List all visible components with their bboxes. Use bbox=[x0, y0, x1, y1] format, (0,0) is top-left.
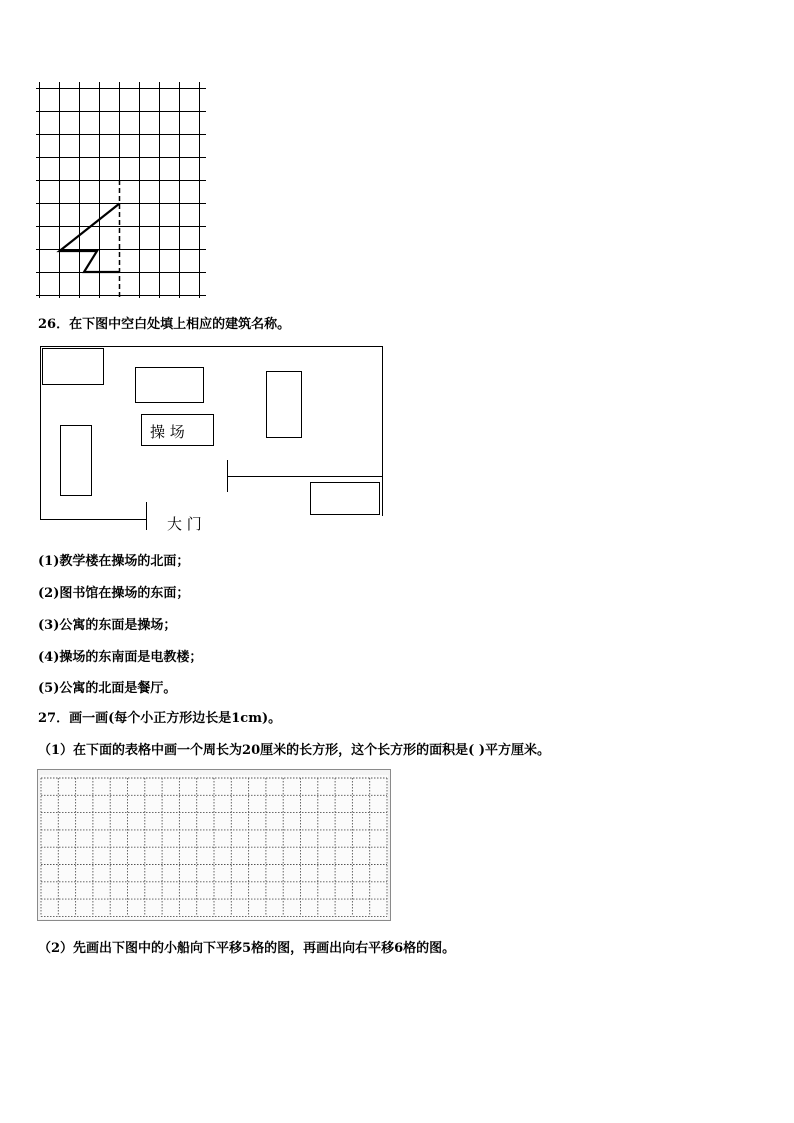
building-box-east bbox=[267, 372, 302, 438]
statement-4: (4)操场的东南面是电教楼； bbox=[38, 650, 203, 665]
question-27-prompt: 27．画一画(每个小正方形边长是1cm)。 bbox=[38, 711, 282, 726]
statement-1: (1)教学楼在操场的北面； bbox=[38, 554, 190, 569]
statement-2: (2)图书馆在操场的东面； bbox=[38, 586, 190, 601]
drawing-grid bbox=[37, 769, 392, 922]
symmetry-grid-figure bbox=[36, 82, 208, 300]
question-27-part2: （2）先画出下图中的小船向下平移5格的图，再画出向右平移6格的图。 bbox=[38, 941, 456, 956]
campus-map bbox=[36, 342, 386, 534]
building-box-west bbox=[61, 426, 92, 496]
gate-label: 大 门 bbox=[167, 515, 202, 533]
building-box-southeast bbox=[311, 483, 380, 515]
statement-3: (3)公寓的东面是操场； bbox=[38, 618, 177, 633]
statement-5: (5)公寓的北面是餐厅。 bbox=[38, 681, 177, 696]
question-26-prompt: 26．在下图中空白处填上相应的建筑名称。 bbox=[38, 317, 291, 332]
playground-label: 操 场 bbox=[150, 423, 185, 441]
question-27-part1: （1）在下面的表格中画一个周长为20厘米的长方形，这个长方形的面积是( )平方厘米。 bbox=[38, 743, 550, 758]
building-box-northwest bbox=[43, 349, 104, 385]
building-box-north bbox=[136, 368, 204, 403]
half-figure-outline bbox=[60, 204, 120, 273]
